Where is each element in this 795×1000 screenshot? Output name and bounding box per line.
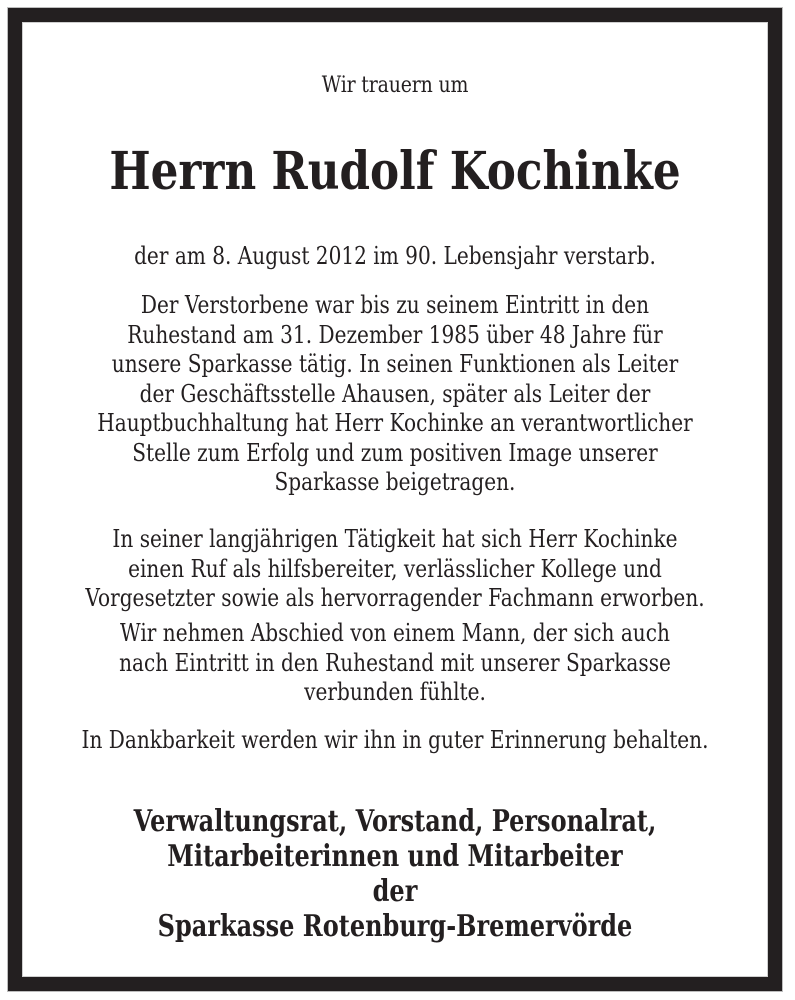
reputation-paragraph xyxy=(56,524,733,613)
text-line: einen Ruf als hilfsbereiter, verlässlicher Kollege und xyxy=(128,553,662,583)
text-line: Sparkasse beigetragen. xyxy=(274,467,516,496)
text-line: verbunden fühlte. xyxy=(304,677,486,706)
text-line: nach Eintritt in den Ruhestand mit unserer Sparkasse xyxy=(119,647,671,677)
text-line: Hauptbuchhaltung hat Herr Kochinke an verantwortlicher xyxy=(97,408,693,437)
text-line: Stelle zum Erfolg und zum positiven Image unserer xyxy=(132,437,658,467)
text-line: Der Verstorbene war bis zu seinem Eintritt in den xyxy=(140,290,650,319)
text-line: In Dankbarkeit werden wir ihn in guter Erinnerung behalten. xyxy=(81,725,709,754)
text-line: der am 8. August 2012 im 90. Lebensjahr verstarb. xyxy=(134,241,656,270)
signature-line: Mitarbeiterinnen und Mitarbeiter xyxy=(167,839,623,874)
text-line: Wir nehmen Abschied von einem Mann, der sich auch xyxy=(120,618,670,647)
text-line: unsere Sparkasse tätig. In seinen Funktionen als Leiter xyxy=(111,349,679,378)
signature-line: der xyxy=(372,874,418,909)
deceased-name: Herrn Rudolf Kochinke xyxy=(109,141,681,202)
signature-line: Sparkasse Rotenburg-Bremervörde xyxy=(157,909,633,944)
signature-block xyxy=(65,804,726,944)
text-line: In seiner langjährigen Tätigkeit hat sich Herr Kochinke xyxy=(112,524,678,553)
death-date-line xyxy=(56,241,733,271)
obituary-frame xyxy=(8,8,782,991)
signature-line: Verwaltungsrat, Vorstand, Personalrat, xyxy=(133,804,657,839)
intro-text: Wir trauern um xyxy=(321,73,469,98)
text-line: Vorgesetzter sowie als hervorragender Fachmann erworben. xyxy=(85,583,705,612)
career-paragraph xyxy=(56,290,733,497)
gratitude-paragraph xyxy=(56,725,733,755)
farewell-paragraph xyxy=(56,618,733,707)
text-line: der Geschäftsstelle Ahausen, später als Leiter der xyxy=(139,378,651,408)
text-line: Ruhestand am 31. Dezember 1985 über 48 Jahre für xyxy=(127,319,663,349)
